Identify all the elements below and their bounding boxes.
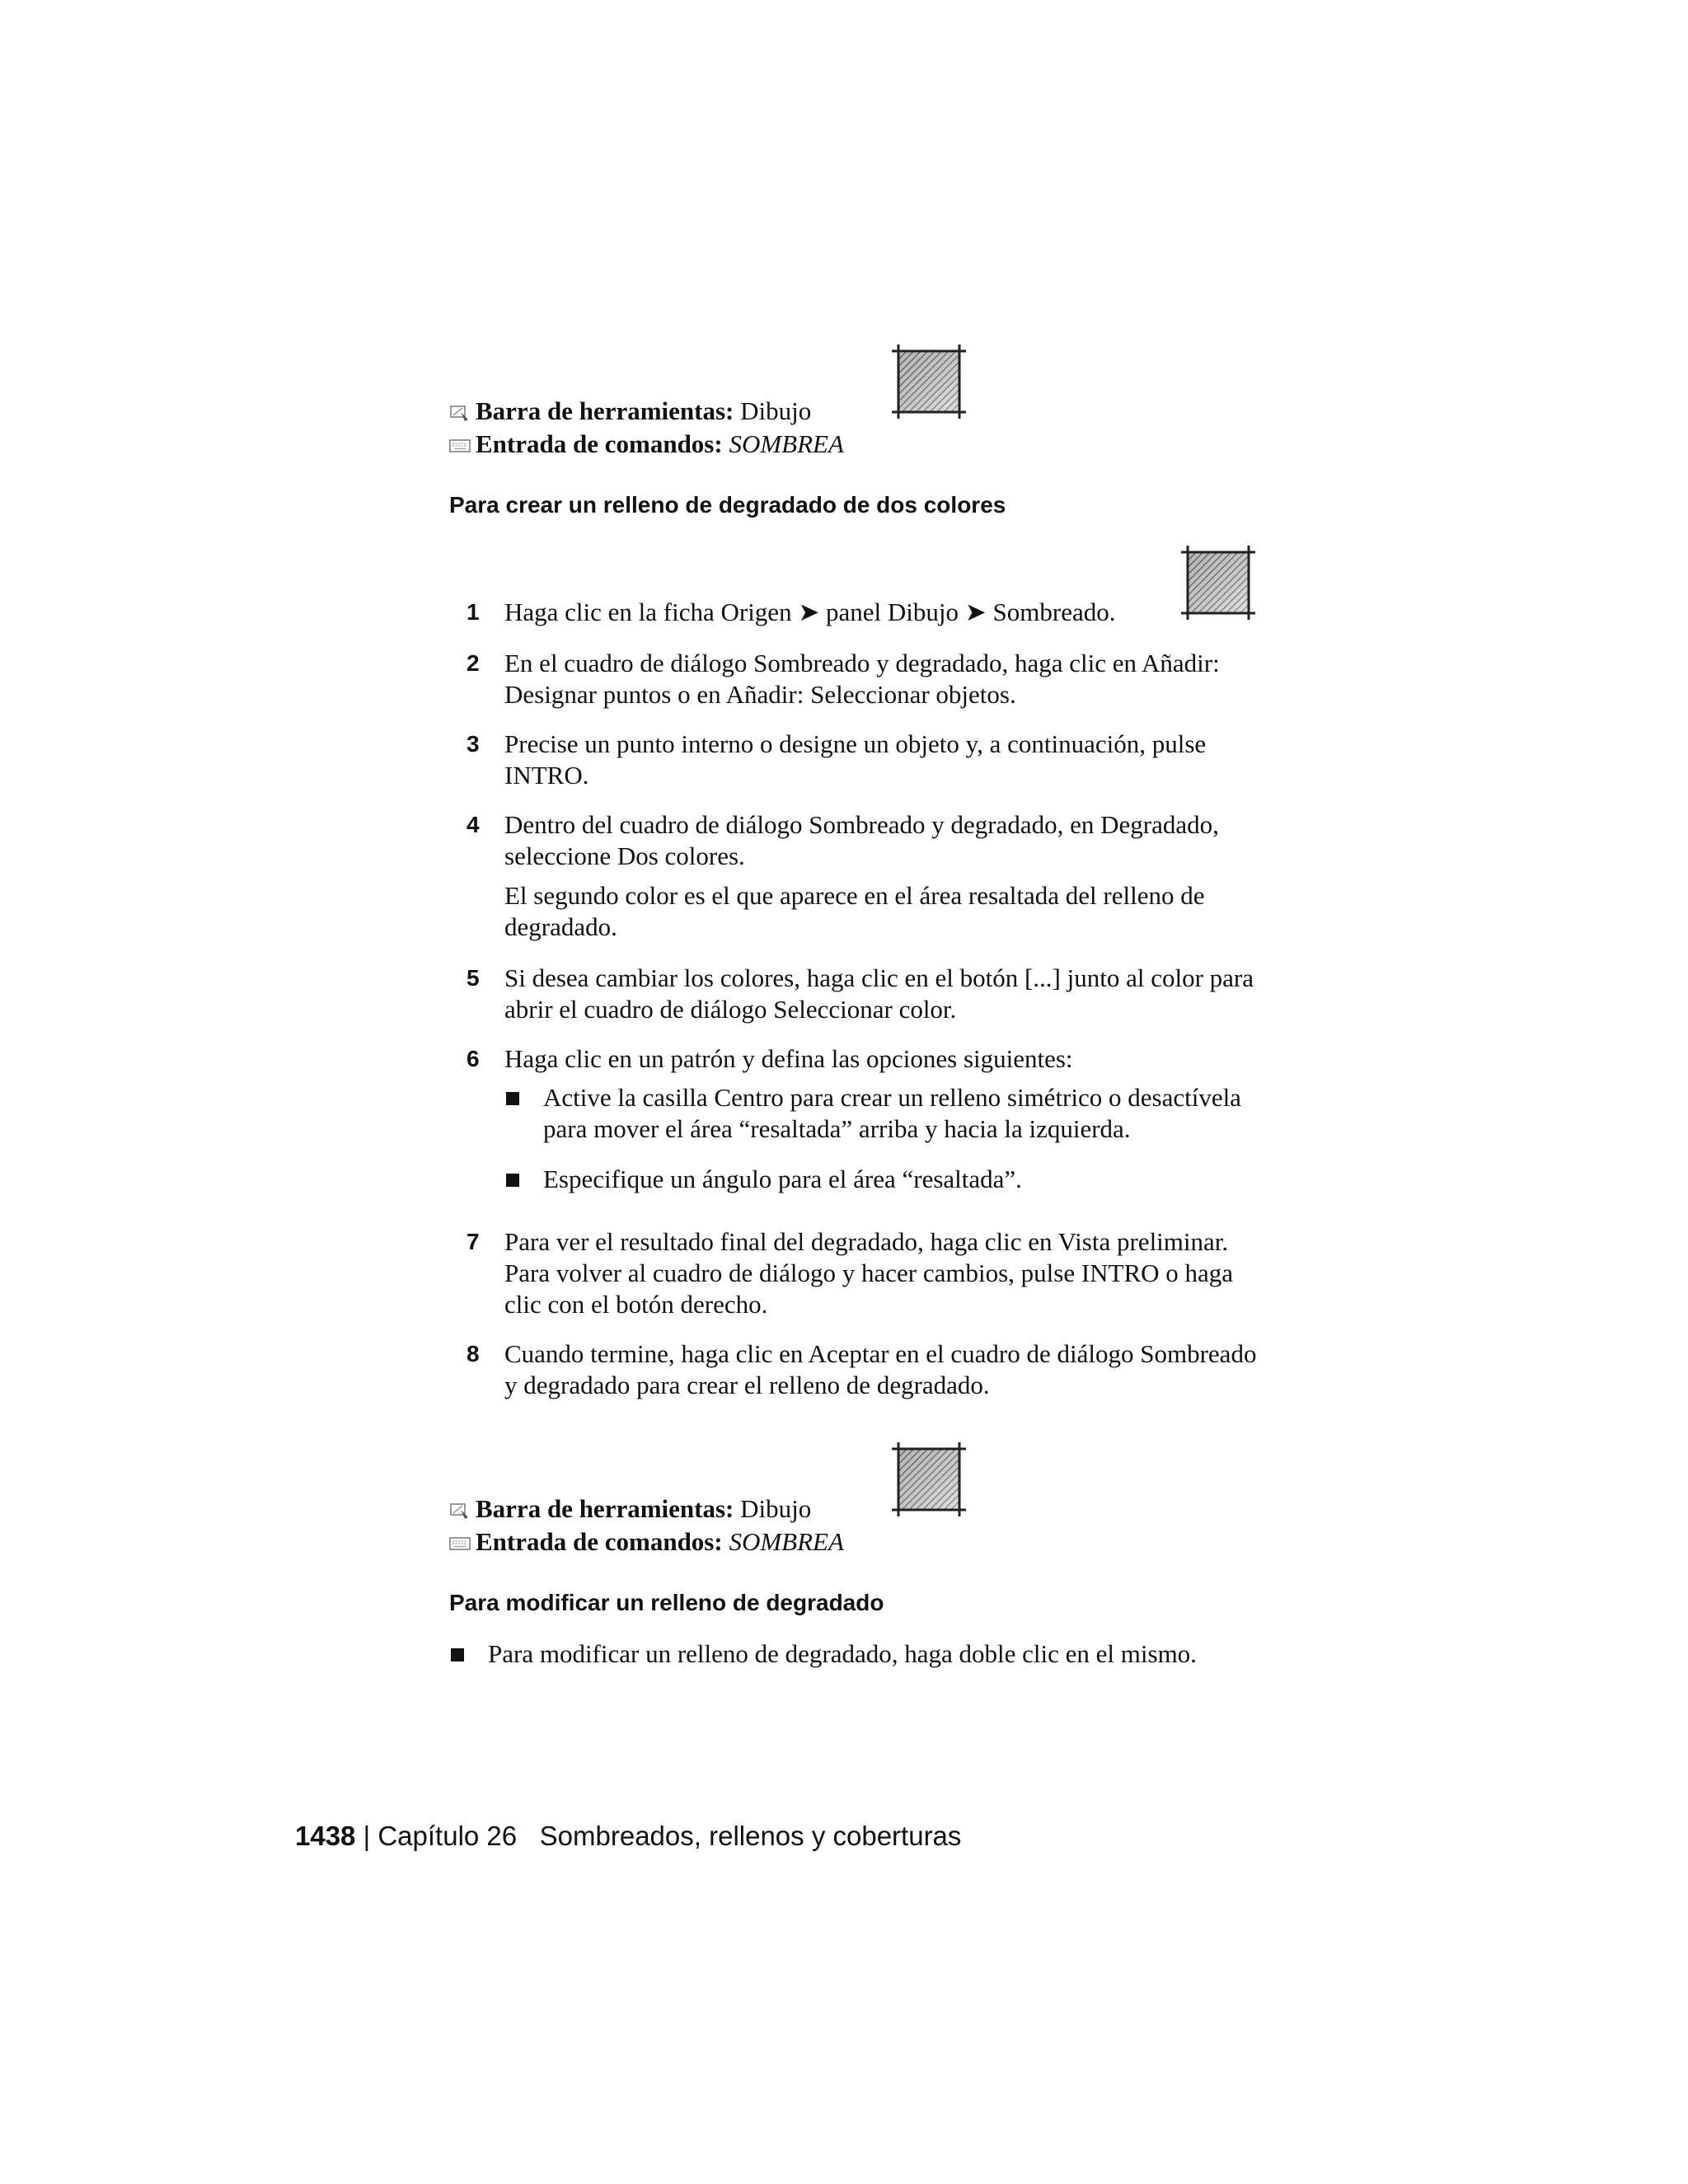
bullet-marker [506,1174,519,1187]
step-text: Cuando termine, haga clic en Aceptar en el cuadro de diálogo Sombreado [504,1339,1257,1368]
step-text: Haga clic en un patrón y defina las opciones siguientes: [504,1044,1073,1073]
command-value: SOMBREA [729,429,844,458]
command-value: SOMBREA [729,1527,844,1556]
step-number: 2 [467,650,480,676]
step-number: 4 [467,812,480,837]
step-text: En el cuadro de diálogo Sombreado y degradado, haga clic en Añadir: [504,649,1220,677]
hatch-icon [892,344,966,419]
step-number: 7 [467,1229,480,1254]
chapter-title: Sombreados, rellenos y coberturas [539,1821,962,1851]
command-access-line-2 [449,1526,844,1558]
section-heading-two-color-gradient: Para crear un relleno de degradado de dos colores [449,492,1006,518]
page-footer [295,1820,961,1853]
chapter-label: Capítulo 26 [377,1821,518,1851]
hatch-icon [892,1442,966,1516]
step-note: El segundo color es el que aparece en el área resaltada del relleno de [504,881,1205,910]
step-text: Si desea cambiar los colores, haga clic en el botón [...] junto al color para [504,963,1254,992]
step-number: 5 [467,965,480,991]
keyboard-icon [449,1535,471,1553]
toolbar-value: Dibujo [740,396,812,425]
step-text: Haga clic en la ficha Origen ➤ panel Dibujo ➤ Sombreado. [504,598,1116,626]
step-number: 6 [467,1046,480,1071]
footer-separator: | [363,1821,371,1851]
step-note: degradado. [504,912,617,941]
hatch-icon [1181,546,1255,620]
toolbar-icon [449,404,471,422]
step-number: 1 [467,599,480,625]
step-number: 3 [467,731,480,757]
toolbar-value: Dibujo [740,1494,812,1523]
page-number: 1438 [295,1821,356,1851]
step-text: Precise un punto interno o designe un objeto y, a continuación, pulse [504,729,1207,758]
toolbar-icon [449,1502,471,1520]
step-text: clic con el botón derecho. [504,1290,768,1319]
step-text: Para volver al cuadro de diálogo y hacer cambios, pulse INTRO o haga [504,1258,1234,1287]
toolbar-label: Barra de herramientas: [476,396,734,425]
step-text: y degradado para crear el relleno de degradado. [504,1371,990,1399]
step-text: abrir el cuadro de diálogo Seleccionar color. [504,995,957,1024]
command-access-line-1 [449,429,844,460]
section-heading-modify-gradient: Para modificar un relleno de degradado [449,1590,884,1615]
command-label: Entrada de comandos: [476,1527,723,1556]
keyboard-icon [449,437,471,455]
step-text: Dentro del cuadro de diálogo Sombreado y degradado, en Degradado, [504,810,1219,839]
bullet-marker [506,1092,519,1105]
bullet-text: Para modificar un relleno de degradado, haga doble clic en el mismo. [488,1639,1197,1668]
toolbar-access-line-1 [449,396,811,427]
bullet-text: Active la casilla Centro para crear un relleno simétrico o desactívela [543,1083,1241,1112]
step-number: 8 [467,1341,480,1366]
step-text: INTRO. [504,761,589,790]
bullet-text: para mover el área “resaltada” arriba y hacia la izquierda. [543,1114,1131,1143]
toolbar-label: Barra de herramientas: [476,1494,734,1523]
toolbar-access-line-2 [449,1493,811,1525]
command-label: Entrada de comandos: [476,429,723,458]
bullet-text: Especifique un ángulo para el área “resaltada”. [543,1165,1022,1193]
step-text: Designar puntos o en Añadir: Seleccionar objetos. [504,680,1016,709]
bullet-marker [451,1648,464,1661]
step-text: seleccione Dos colores. [504,841,745,870]
step-text: Para ver el resultado final del degradado, haga clic en Vista preliminar. [504,1227,1229,1256]
